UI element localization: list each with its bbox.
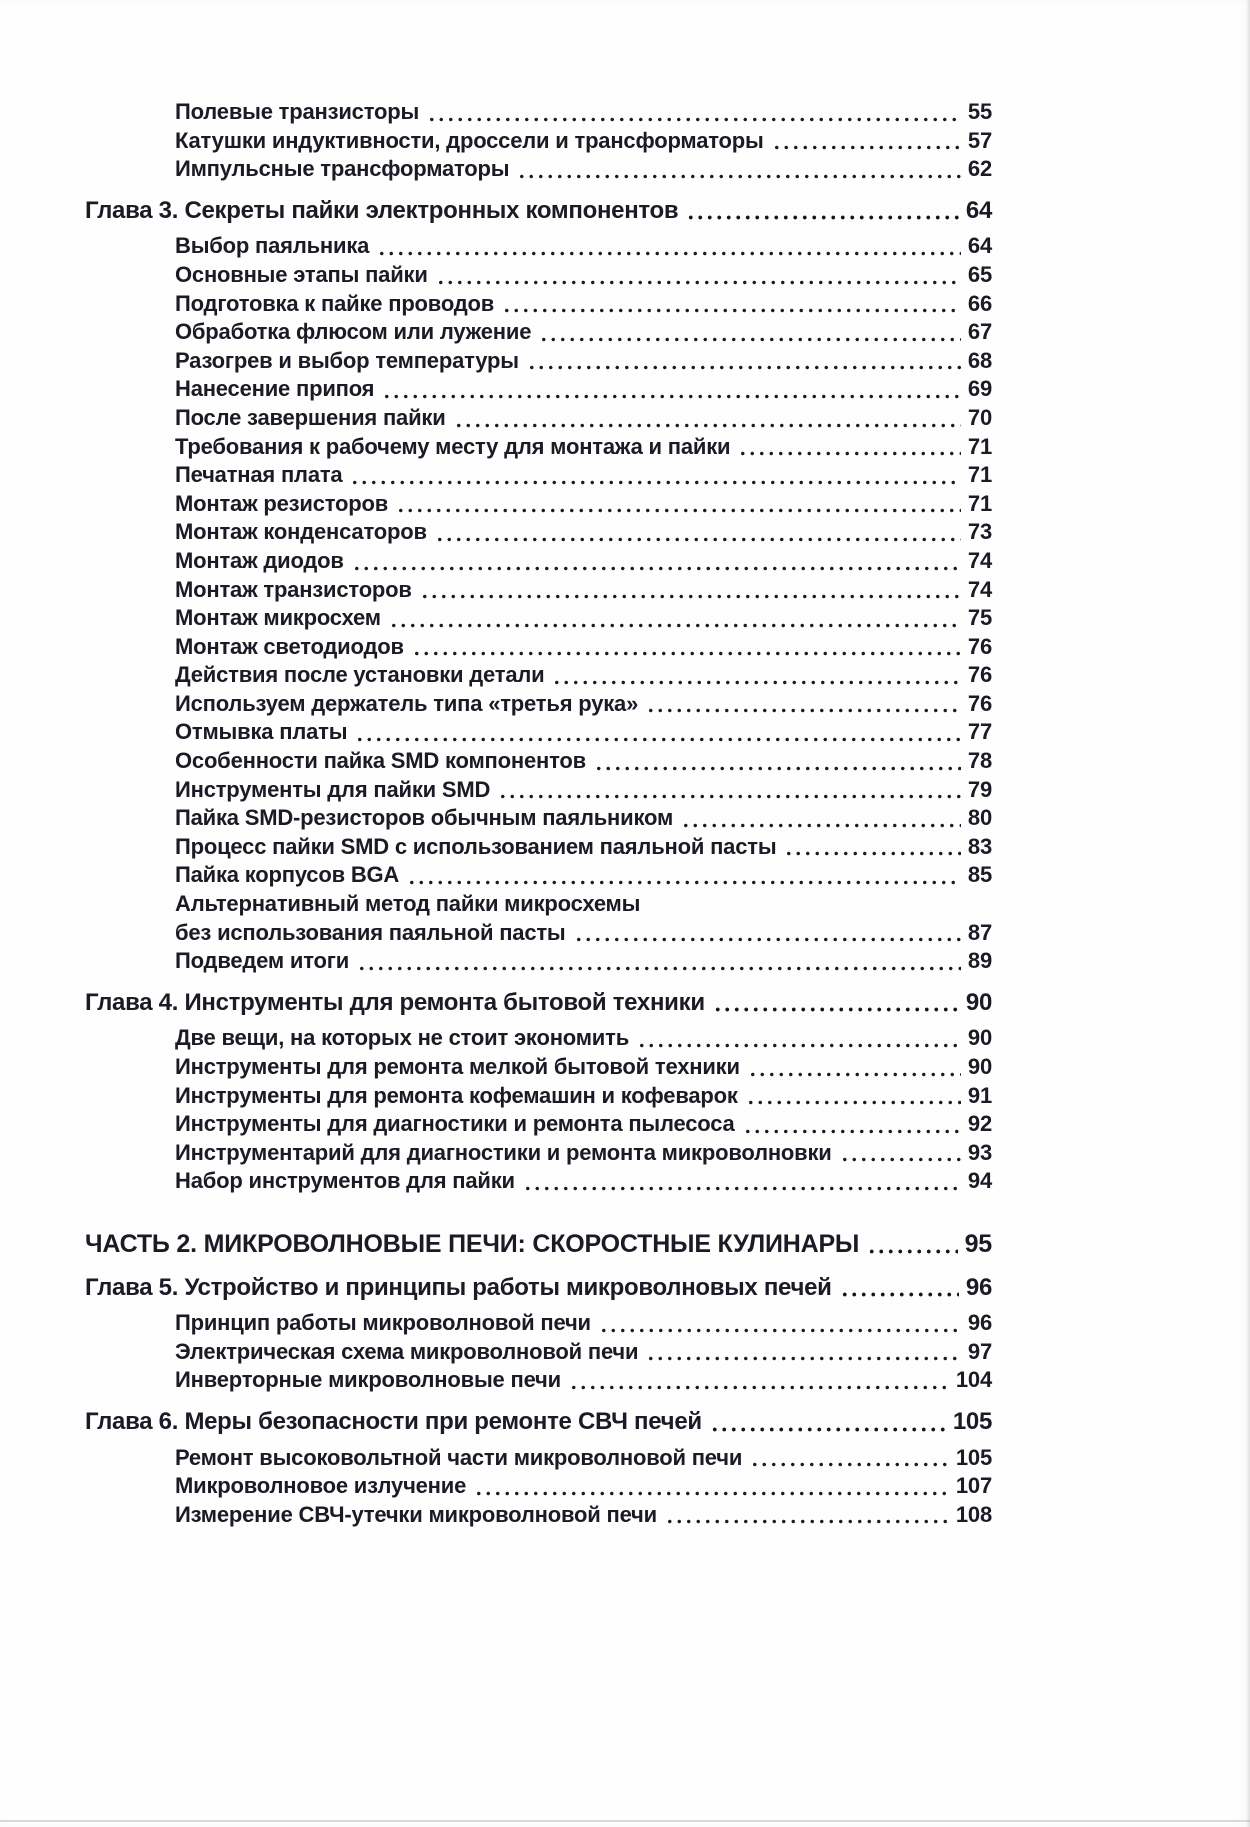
toc-entry — [85, 661, 992, 690]
toc-entry-page: 77 — [967, 719, 992, 745]
toc-entry — [85, 1053, 992, 1082]
toc-entry — [85, 461, 992, 490]
toc-entry-page: 64 — [965, 196, 992, 224]
toc-entry-label: Глава 6. Меры безопасности при ремонте СВЧ печей — [85, 1407, 702, 1435]
dot-leader — [436, 280, 961, 285]
toc-entry-label: Измерение СВЧ-утечки микроволновой печи — [175, 1501, 657, 1527]
toc-entry — [85, 1139, 992, 1168]
scan-right-edge — [1246, 0, 1250, 1827]
toc-entry-page: 76 — [967, 662, 992, 688]
toc-entry-page: 79 — [967, 776, 992, 802]
toc-entry-label: Используем держатель типа «третья рука» — [175, 690, 639, 716]
toc-entry — [85, 947, 992, 976]
dot-leader — [784, 851, 961, 856]
toc-entry-page: 76 — [967, 690, 992, 716]
dot-leader — [396, 508, 961, 513]
toc-entry — [85, 1408, 992, 1437]
toc-entry-page: 87 — [967, 919, 992, 945]
toc-entry-page: 96 — [967, 1310, 992, 1336]
toc-entry-label: Выбор паяльника — [175, 233, 370, 259]
toc-entry — [85, 375, 992, 404]
dot-leader — [454, 423, 961, 428]
dot-leader — [646, 1356, 961, 1361]
toc-entry-label: Подготовка к пайке проводов — [175, 290, 495, 316]
dot-leader — [746, 1100, 961, 1105]
toc-entry — [85, 890, 992, 919]
dot-leader — [713, 1007, 959, 1012]
toc-entry-label: Монтаж конденсаторов — [175, 519, 427, 545]
toc-entry — [85, 1366, 992, 1395]
toc-entry-page: 107 — [955, 1473, 992, 1499]
toc-entry — [85, 547, 992, 576]
toc-entry-page: 93 — [967, 1139, 992, 1165]
toc-entry-page: 90 — [967, 1054, 992, 1079]
dot-leader — [517, 174, 961, 179]
toc-entry-page: 92 — [967, 1111, 992, 1137]
toc-entry-page: 108 — [955, 1501, 992, 1527]
toc-entry — [85, 1167, 992, 1196]
dot-leader — [637, 1043, 961, 1048]
toc-entry-page: 70 — [967, 404, 992, 430]
toc-entry-label: Действия после установки детали — [175, 662, 545, 688]
toc-entry-page: 90 — [965, 988, 992, 1016]
toc-entry-label: После завершения пайки — [175, 404, 446, 430]
toc-entry — [85, 576, 992, 605]
dot-leader — [748, 1072, 961, 1077]
dot-leader — [498, 794, 961, 799]
toc-entry — [85, 404, 992, 433]
toc-entry — [85, 290, 992, 319]
toc-entry-page: 89 — [967, 948, 992, 974]
toc-entry-label: Отмывка платы — [175, 719, 348, 745]
toc-entry-label: Монтаж светодиодов — [175, 633, 404, 659]
toc-entry — [85, 318, 992, 347]
toc-entry-label: Ремонт высоковольтной части микроволновой печи — [175, 1444, 743, 1470]
dot-leader — [840, 1157, 961, 1162]
toc-entry-page: 65 — [967, 261, 992, 287]
toc-entry-label: ЧАСТЬ 2. МИКРОВОЛНОВЫЕ ПЕЧИ: СКОРОСТНЫЕ КУЛИНАРЫ — [85, 1229, 860, 1258]
dot-leader — [574, 937, 961, 942]
toc-entry — [85, 1309, 992, 1338]
toc-entry-label: Монтаж диодов — [175, 547, 344, 573]
toc-entry-label: Пайка корпусов BGA — [175, 862, 400, 888]
toc-entry-page: 97 — [967, 1338, 992, 1364]
dot-leader — [552, 680, 960, 685]
toc-entry-page: 71 — [967, 490, 992, 516]
toc-entry — [85, 261, 992, 290]
toc-entry-label: Подведем итоги — [175, 948, 350, 974]
toc-entry-page: 80 — [967, 805, 992, 831]
toc-entry — [85, 861, 992, 890]
toc-entry-page: 76 — [967, 633, 992, 659]
dot-leader — [502, 308, 961, 313]
toc-entry-page: 96 — [965, 1273, 992, 1301]
toc-entry-label: Пайка SMD-резисторов обычным паяльником — [175, 805, 674, 831]
toc-entry — [85, 518, 992, 547]
toc-entry-page: 71 — [967, 433, 992, 459]
toc-entry-label: Требования к рабочему месту для монтажа и пайки — [175, 433, 731, 459]
toc-entry — [85, 1444, 992, 1473]
dot-leader — [681, 823, 961, 828]
toc-entry-page: 104 — [955, 1367, 992, 1393]
dot-leader — [357, 966, 961, 971]
toc-entry-label: Особенности пайка SMD компонентов — [175, 748, 586, 774]
toc-entry-page: 90 — [967, 1025, 992, 1051]
toc-entry-page: 105 — [952, 1407, 992, 1435]
toc-entry — [85, 490, 992, 519]
dot-leader — [435, 537, 961, 542]
toc-entry — [85, 804, 992, 833]
dot-leader — [867, 1249, 957, 1254]
toc-entry-label: Инверторные микроволновые печи — [175, 1367, 561, 1393]
toc-entry — [85, 1110, 992, 1139]
toc-entry — [85, 1472, 992, 1501]
dot-leader — [523, 1186, 961, 1191]
toc-entry — [85, 1274, 992, 1303]
dot-leader — [352, 566, 961, 571]
toc-entry — [85, 747, 992, 776]
toc-entry — [85, 1230, 992, 1259]
toc-entry-label: Монтаж транзисторов — [175, 576, 412, 602]
toc-entry-page: 73 — [967, 519, 992, 545]
toc-entry-label: Обработка флюсом или лужение — [175, 319, 532, 345]
toc-entry-label: Катушки индуктивности, дроссели и трансформаторы — [175, 127, 764, 153]
toc-entry-label: Монтаж микросхем — [175, 605, 381, 631]
toc-entry-page: 57 — [967, 127, 992, 153]
scan-bottom-edge — [0, 1820, 1250, 1822]
toc-entry — [85, 127, 992, 156]
toc-entry-page: 74 — [967, 576, 992, 602]
dot-leader — [407, 880, 961, 885]
dot-leader — [594, 766, 961, 771]
toc-entry-label: Инструменты для пайки SMD — [175, 776, 491, 802]
dot-leader — [527, 365, 961, 370]
toc-entry-label: Глава 5. Устройство и принципы работы микроволновых печей — [85, 1273, 832, 1301]
dot-leader — [743, 1129, 961, 1134]
toc-entry-page: 71 — [967, 462, 992, 488]
dot-leader — [427, 117, 961, 122]
dot-leader — [474, 1491, 949, 1496]
toc-entry — [85, 1082, 992, 1111]
toc-entry-label: без использования паяльной пасты — [175, 919, 566, 945]
toc-entry-page: 91 — [967, 1082, 992, 1108]
dot-leader — [686, 215, 959, 220]
dot-leader — [750, 1462, 949, 1467]
toc-entry-label: Глава 3. Секреты пайки электронных компонентов — [85, 196, 679, 224]
dot-leader — [646, 708, 961, 713]
toc-entry-label: Процесс пайки SMD с использованием паяльной пасты — [175, 833, 777, 859]
toc-entry-label: Микроволновое излучение — [175, 1473, 467, 1499]
dot-leader — [569, 1385, 949, 1390]
dot-leader — [840, 1292, 959, 1297]
toc-entry-page: 105 — [955, 1444, 992, 1470]
toc-entry-label: Инструменты для ремонта кофемашин и кофеварок — [175, 1082, 738, 1108]
toc-entry — [85, 989, 992, 1018]
toc-entry-label: Электрическая схема микроволновой печи — [175, 1338, 639, 1364]
toc-entry-page: 95 — [964, 1229, 992, 1258]
toc-entry-page: 94 — [967, 1168, 992, 1194]
toc-entry-page: 83 — [967, 833, 992, 859]
toc-entry-label: Полевые транзисторы — [175, 99, 420, 124]
toc-entry-label: Основные этапы пайки — [175, 261, 428, 287]
toc-entry — [85, 718, 992, 747]
toc-entry-page: 67 — [967, 319, 992, 345]
toc-entry-label: Печатная плата — [175, 462, 343, 488]
toc-entry-page: 62 — [967, 156, 992, 182]
dot-leader — [382, 394, 961, 399]
toc-entry — [85, 1338, 992, 1367]
toc-entry-label: Монтаж резисторов — [175, 490, 389, 516]
dot-leader — [772, 145, 961, 150]
toc-entry — [85, 833, 992, 862]
toc-entry — [85, 155, 992, 184]
toc-entry — [85, 232, 992, 261]
dot-leader — [412, 651, 961, 656]
toc-entry-label: Нанесение припоя — [175, 376, 375, 402]
toc-entry-page: 75 — [967, 605, 992, 631]
toc-entry-label: Импульсные трансформаторы — [175, 156, 510, 182]
toc-entry-label: Альтернативный метод пайки микросхемы — [175, 891, 641, 917]
toc-entry-label: Две вещи, на которых не стоит экономить — [175, 1025, 630, 1051]
toc-entry-page: 78 — [967, 748, 992, 774]
toc-entry-label: Инструменты для диагностики и ремонта пылесоса — [175, 1111, 735, 1137]
dot-leader — [665, 1519, 949, 1524]
dot-leader — [350, 480, 960, 485]
toc-entry-label: Принцип работы микроволновой печи — [175, 1310, 591, 1336]
toc-entry-page: 64 — [967, 233, 992, 259]
toc-entry — [85, 1024, 992, 1053]
dot-leader — [710, 1427, 946, 1432]
dot-leader — [377, 251, 961, 256]
dot-leader — [389, 623, 961, 628]
toc-entry — [85, 98, 992, 127]
dot-leader — [539, 337, 961, 342]
toc-entry — [85, 633, 992, 662]
toc-entry-page: 55 — [967, 99, 992, 124]
dot-leader — [355, 737, 961, 742]
toc-entry-page: 68 — [967, 347, 992, 373]
toc-entry — [85, 1501, 992, 1530]
toc-entry — [85, 347, 992, 376]
toc-entry-label: Инструментарий для диагностики и ремонта микроволновки — [175, 1139, 832, 1165]
toc-entry-label: Набор инструментов для пайки — [175, 1168, 515, 1194]
toc-entry — [85, 604, 992, 633]
toc-entry — [85, 433, 992, 462]
toc-entry-label: Разогрев и выбор температуры — [175, 347, 519, 373]
toc-entry — [85, 776, 992, 805]
dot-leader — [599, 1328, 961, 1333]
toc-entry — [85, 197, 992, 226]
toc-entry-page: 69 — [967, 376, 992, 402]
toc-entry-page: 74 — [967, 547, 992, 573]
dot-leader — [420, 594, 961, 599]
dot-leader — [738, 451, 961, 456]
toc-entry — [85, 919, 992, 948]
toc-entry-page: 66 — [967, 290, 992, 316]
toc-entry — [85, 690, 992, 719]
toc-entry-page: 85 — [967, 862, 992, 888]
toc-entry-label: Глава 4. Инструменты для ремонта бытовой техники — [85, 988, 705, 1016]
toc-entry-label: Инструменты для ремонта мелкой бытовой техники — [175, 1054, 740, 1079]
